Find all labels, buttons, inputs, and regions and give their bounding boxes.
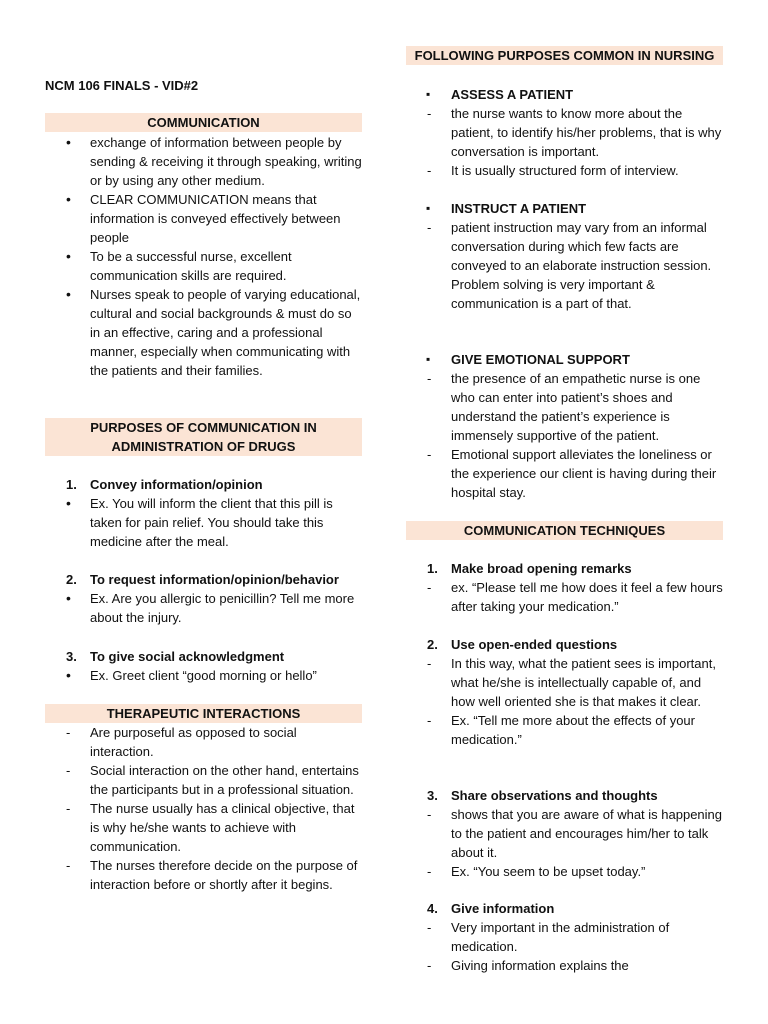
list-item: - Emotional support alleviates the loneliness or the experience our client is having during their hospital stay. (406, 445, 723, 502)
section-heading-techniques: COMMUNICATION TECHNIQUES (406, 521, 723, 540)
list-item: • exchange of information between people by sending & receiving it through speaking, writing or by using any other medium. (45, 133, 362, 190)
item-number: 2. (66, 572, 77, 587)
therapeutic-list (45, 723, 362, 894)
group-title: ▪ INSTRUCT A PATIENT (406, 199, 723, 218)
group-title: ▪ GIVE EMOTIONAL SUPPORT (406, 350, 723, 369)
purpose-item-1 (45, 475, 362, 551)
item-title: Share observations and thoughts (451, 788, 658, 803)
item-number: 1. (66, 477, 77, 492)
list-item: • Ex. Greet client “good morning or hello” (45, 666, 362, 685)
section-heading-therapeutic: THERAPEUTIC INTERACTIONS (45, 704, 362, 723)
list-item: • To be a successful nurse, excellent communication skills are required. (45, 247, 362, 285)
list-item: - shows that you are aware of what is happening to the patient and encourages him/her to talk about it. (406, 805, 723, 862)
group-title: ▪ ASSESS A PATIENT (406, 85, 723, 104)
list-item: - the nurse wants to know more about the patient, to identify his/her problems, that is why conversation is important. (406, 104, 723, 161)
item-title: Use open-ended questions (451, 637, 618, 652)
list-item: - In this way, what the patient sees is important, what he/she is intellectually capable of, and how well oriented she is that makes it clear. (406, 654, 723, 711)
nursing-purpose-instruct (406, 199, 723, 313)
item-number: 4. (427, 901, 438, 916)
list-item: - Ex. “You seem to be upset today.” (406, 862, 723, 881)
item-title: Make broad opening remarks (451, 561, 632, 576)
technique-item-4 (406, 899, 723, 975)
list-item: - the presence of an empathetic nurse is one who can enter into patient’s shoes and understand the patient’s experience is immensely supportive of the patient. (406, 369, 723, 445)
list-item: - Social interaction on the other hand, entertains the participants but in a professional situation. (45, 761, 362, 799)
item-title: Convey information/opinion (90, 477, 263, 492)
technique-item-2 (406, 635, 723, 749)
nursing-purpose-assess (406, 85, 723, 180)
item-title: To give social acknowledgment (90, 649, 285, 664)
item-number: 3. (427, 788, 438, 803)
list-item: - Are purposeful as opposed to social interaction. (45, 723, 362, 761)
list-item: - ex. “Please tell me how does it feel a few hours after taking your medication.” (406, 578, 723, 616)
section-heading-following: FOLLOWING PURPOSES COMMON IN NURSING (406, 46, 723, 65)
item-title: To request information/opinion/behavior (90, 572, 339, 587)
list-item: • Nurses speak to people of varying educational, cultural and social backgrounds & must do so in an effective, caring and a professional manner, especially when communicating with the patients and their families. (45, 285, 362, 380)
list-item: • Ex. Are you allergic to penicillin? Tell me more about the injury. (45, 589, 362, 627)
list-item: - Ex. “Tell me more about the effects of your medication.” (406, 711, 723, 749)
list-item: - The nurse usually has a clinical objective, that is why he/she wants to achieve with communication. (45, 799, 362, 856)
list-item: - It is usually structured form of interview. (406, 161, 723, 180)
section-heading-purposes: PURPOSES OF COMMUNICATION IN ADMINISTRATION OF DRUGS (45, 418, 362, 456)
list-item: - Giving information explains the (406, 956, 723, 975)
item-number: 1. (427, 561, 438, 576)
nursing-purpose-support (406, 350, 723, 502)
communication-list (45, 133, 362, 380)
document-title: NCM 106 FINALS - VID#2 (45, 78, 199, 93)
list-item: • CLEAR COMMUNICATION means that information is conveyed effectively between people (45, 190, 362, 247)
item-number: 3. (66, 649, 77, 664)
item-title: Give information (451, 901, 555, 916)
list-item: • Ex. You will inform the client that this pill is taken for pain relief. You should take this medicine after the meal. (45, 494, 362, 551)
section-heading-communication: COMMUNICATION (45, 113, 362, 132)
purpose-item-2 (45, 570, 362, 627)
list-item: - The nurses therefore decide on the purpose of interaction before or shortly after it begins. (45, 856, 362, 894)
technique-item-1 (406, 559, 723, 616)
technique-item-3 (406, 786, 723, 881)
list-item: - Very important in the administration of medication. (406, 918, 723, 956)
list-item: - patient instruction may vary from an informal conversation during which few facts are conveyed to an elaborate instruction session. Problem solving is very important & communication is a part of that. (406, 218, 723, 313)
item-number: 2. (427, 637, 438, 652)
purpose-item-3 (45, 647, 362, 685)
